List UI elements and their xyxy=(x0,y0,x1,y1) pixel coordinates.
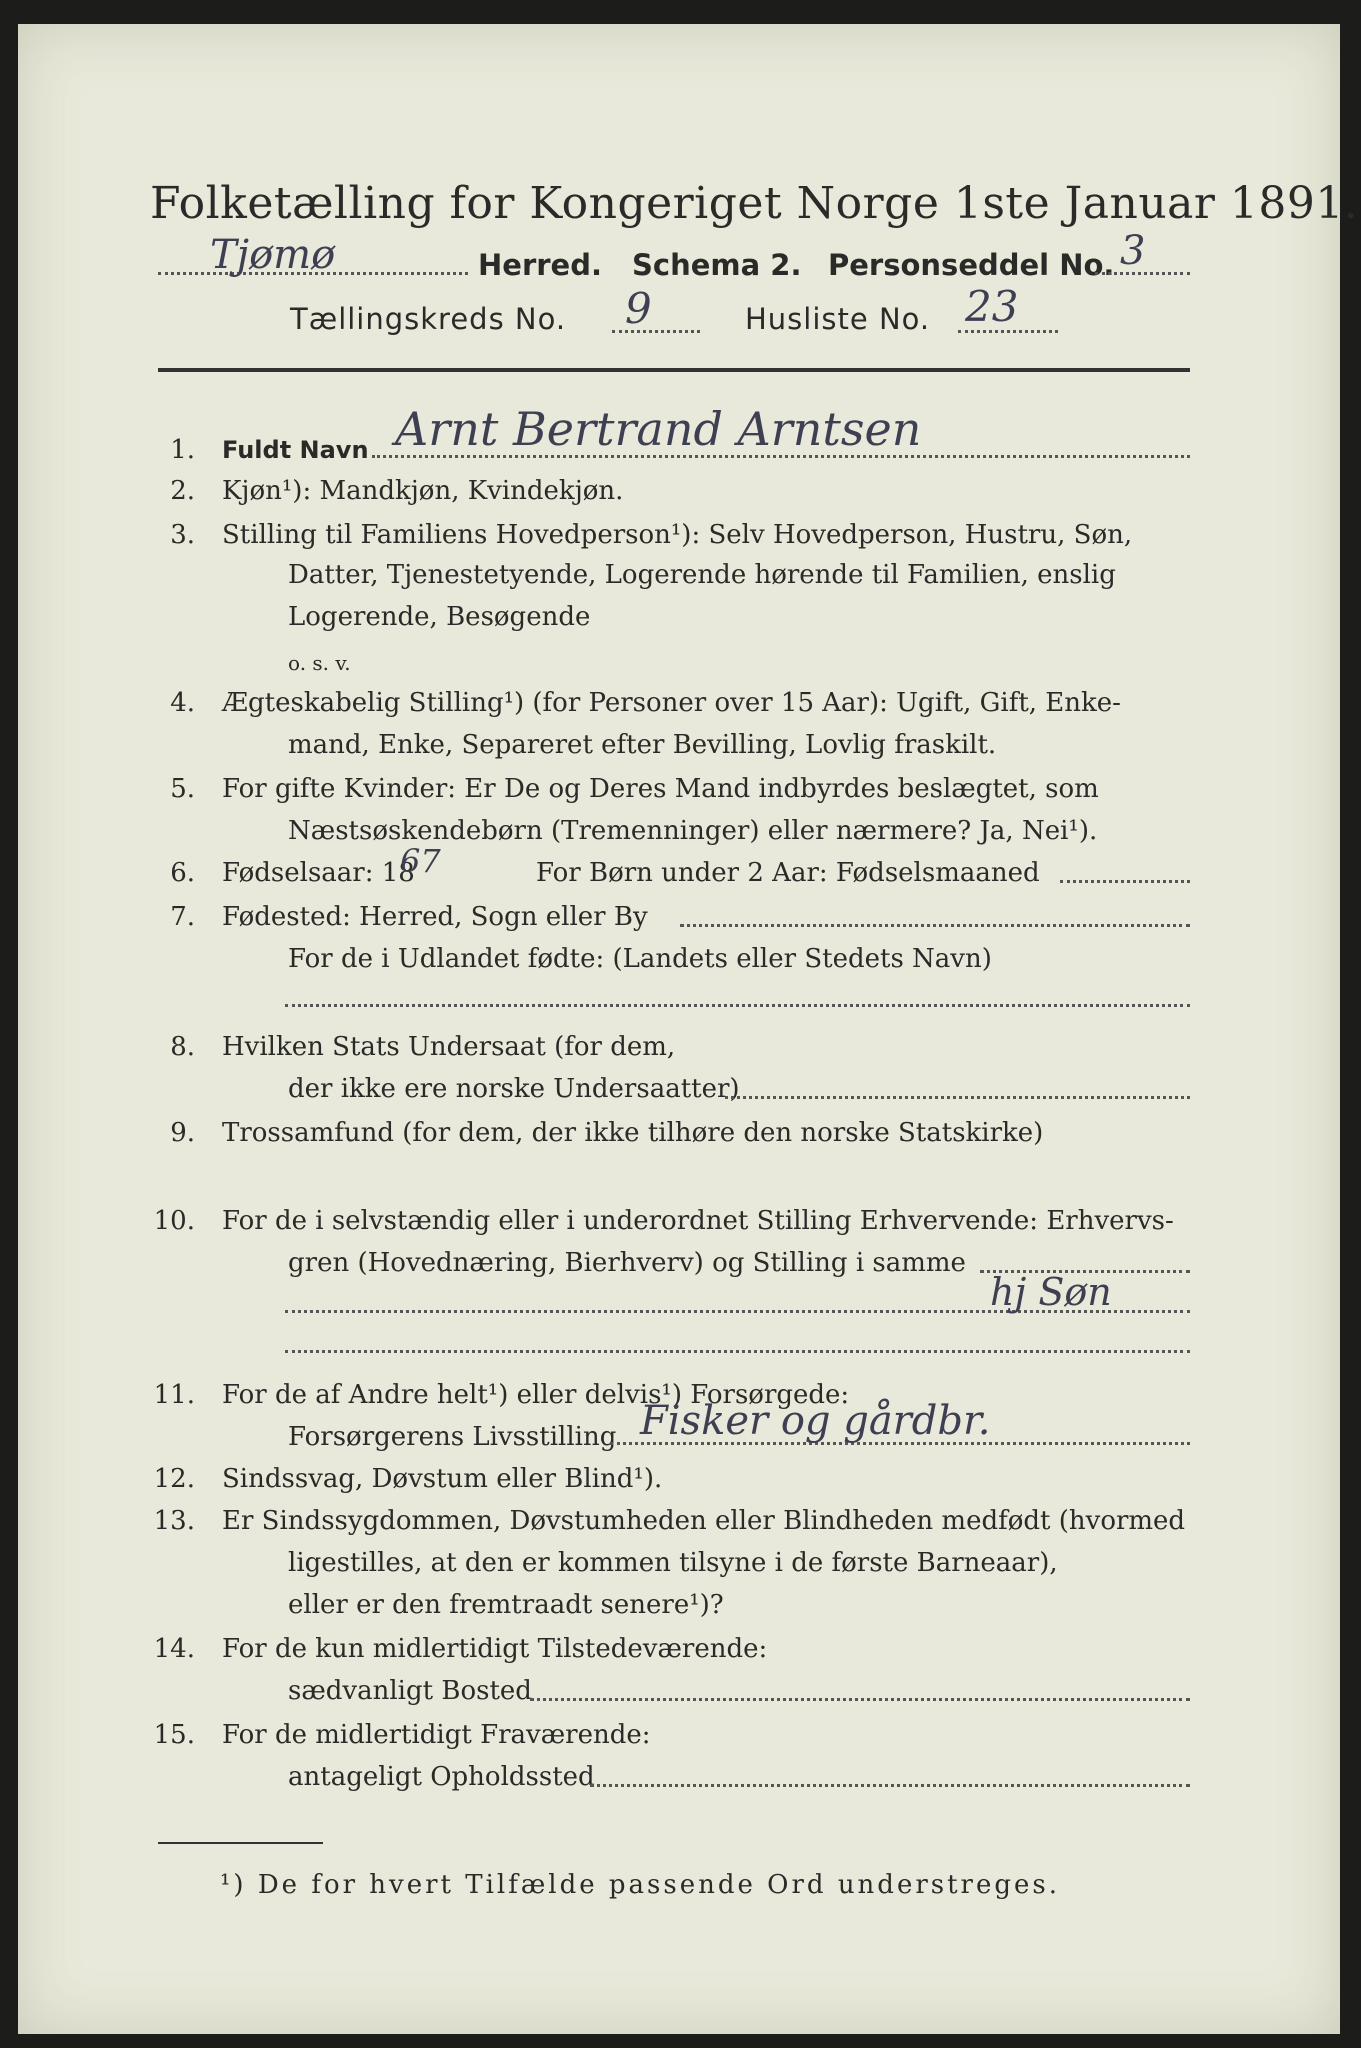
item-number: 4. xyxy=(170,688,195,718)
name-answer: Arnt Bertrand Arntsen xyxy=(395,402,922,456)
item-number: 6. xyxy=(170,858,195,888)
husliste-value: 23 xyxy=(965,282,1019,331)
item-text: antageligt Opholdssted xyxy=(288,1762,595,1792)
item-text: For de i selvstændig eller i underordnet Stilling Erhvervende: Erhvervs- xyxy=(222,1206,1174,1236)
item-text: For de midlertidigt Fraværende: xyxy=(222,1720,651,1750)
item-text: For Børn under 2 Aar: Fødselsmaaned xyxy=(536,858,1040,888)
husliste-label: Husliste No. xyxy=(745,302,931,336)
answer-dotted-line xyxy=(1060,880,1190,883)
item-text: Stilling til Familiens Hovedperson¹): Selv Hovedperson, Hustru, Søn, xyxy=(222,520,1133,550)
item-number: 15. xyxy=(153,1720,195,1750)
item-text: Er Sindssygdommen, Døvstumheden eller Blindheden medfødt (hvormed xyxy=(222,1506,1186,1536)
answer-dotted-line xyxy=(725,1096,1190,1099)
item-number: 2. xyxy=(170,476,195,506)
item-text: ligestilles, at den er kommen tilsyne i de første Barneaar), xyxy=(288,1548,1058,1578)
item-text: Hvilken Stats Undersaat (for dem, xyxy=(222,1032,676,1062)
item-text: Trossamfund (for dem, der ikke tilhøre den norske Statskirke) xyxy=(222,1118,1044,1148)
occupation-answer: hj Søn xyxy=(990,1270,1112,1314)
item-text: Ægteskabelig Stilling¹) (for Personer over 15 Aar): Ugift, Gift, Enke- xyxy=(222,688,1121,718)
personseddel-label: Personseddel No. xyxy=(828,248,1115,282)
item-text: For de i Udlandet fødte: (Landets eller Stedets Navn) xyxy=(288,944,992,974)
item-text: Fødested: Herred, Sogn eller By xyxy=(222,902,648,932)
item-text: Forsørgerens Livsstilling xyxy=(288,1422,617,1452)
kreds-label: Tællingskreds No. xyxy=(290,302,567,336)
herred-value: Tjømø xyxy=(210,232,336,278)
item-number: 7. xyxy=(170,902,195,932)
item-text: o. s. v. xyxy=(288,651,351,675)
item-text: Næstsøskendebørn (Tremenninger) eller nærmere? Ja, Nei¹). xyxy=(288,816,1098,846)
personseddel-value: 3 xyxy=(1120,228,1146,274)
answer-dotted-line xyxy=(680,924,1190,927)
schema-label: Schema 2. xyxy=(632,248,802,282)
answer-dotted-line xyxy=(285,1350,1190,1353)
footnote: ¹) De for hvert Tilfælde passende Ord understreges. xyxy=(220,1870,1061,1900)
item-number: 13. xyxy=(153,1506,195,1536)
item-number: 14. xyxy=(153,1634,195,1664)
item-text: mand, Enke, Separeret efter Bevilling, Lovlig fraskilt. xyxy=(288,730,997,760)
item-number: 9. xyxy=(170,1118,195,1148)
answer-dotted-line xyxy=(530,1698,1190,1701)
item-number: 5. xyxy=(170,774,195,804)
item-text: For de af Andre helt¹) eller delvis¹) Forsørgede: xyxy=(222,1380,850,1410)
item-text: der ikke ere norske Undersaatter) xyxy=(288,1074,740,1104)
item-text: For de kun midlertidigt Tilstedeværende: xyxy=(222,1634,768,1664)
item-number: 1. xyxy=(170,435,195,465)
item-number: 10. xyxy=(153,1206,195,1236)
form-title: Folketælling for Kongeriget Norge 1ste Januar 1891. xyxy=(150,178,1359,229)
item-text: sædvanligt Bosted xyxy=(288,1676,532,1706)
item-number: 11. xyxy=(153,1380,195,1410)
item-text: For gifte Kvinder: Er De og Deres Mand indbyrdes beslægtet, som xyxy=(222,774,1099,804)
item-text: Datter, Tjenestetyende, Logerende hørende til Familien, enslig xyxy=(288,560,1116,590)
kreds-value: 9 xyxy=(625,284,652,333)
provider-answer: Fisker og gårdbr. xyxy=(640,1398,991,1444)
header-rule xyxy=(158,368,1190,372)
answer-dotted-line xyxy=(285,1004,1190,1007)
answer-dotted-line xyxy=(590,1784,1190,1787)
item-text: Fuldt Navn xyxy=(222,436,369,464)
item-text: Sindssvag, Døvstum eller Blind¹). xyxy=(222,1464,663,1494)
item-number: 8. xyxy=(170,1032,195,1062)
item-text: eller er den fremtraadt senere¹)? xyxy=(288,1590,724,1620)
item-text: gren (Hovednæring, Bierhverv) og Stilling i samme xyxy=(288,1248,966,1278)
item-text: Kjøn¹): Mandkjøn, Kvindekjøn. xyxy=(222,476,624,506)
herred-label: Herred. xyxy=(478,248,602,282)
item-number: 12. xyxy=(153,1464,195,1494)
birthyear-answer: 67 xyxy=(400,842,441,880)
footnote-rule xyxy=(158,1842,323,1844)
item-text: Fødselsaar: 18 xyxy=(222,858,415,888)
item-text: Logerende, Besøgende xyxy=(288,602,591,632)
item-number: 3. xyxy=(170,520,195,550)
